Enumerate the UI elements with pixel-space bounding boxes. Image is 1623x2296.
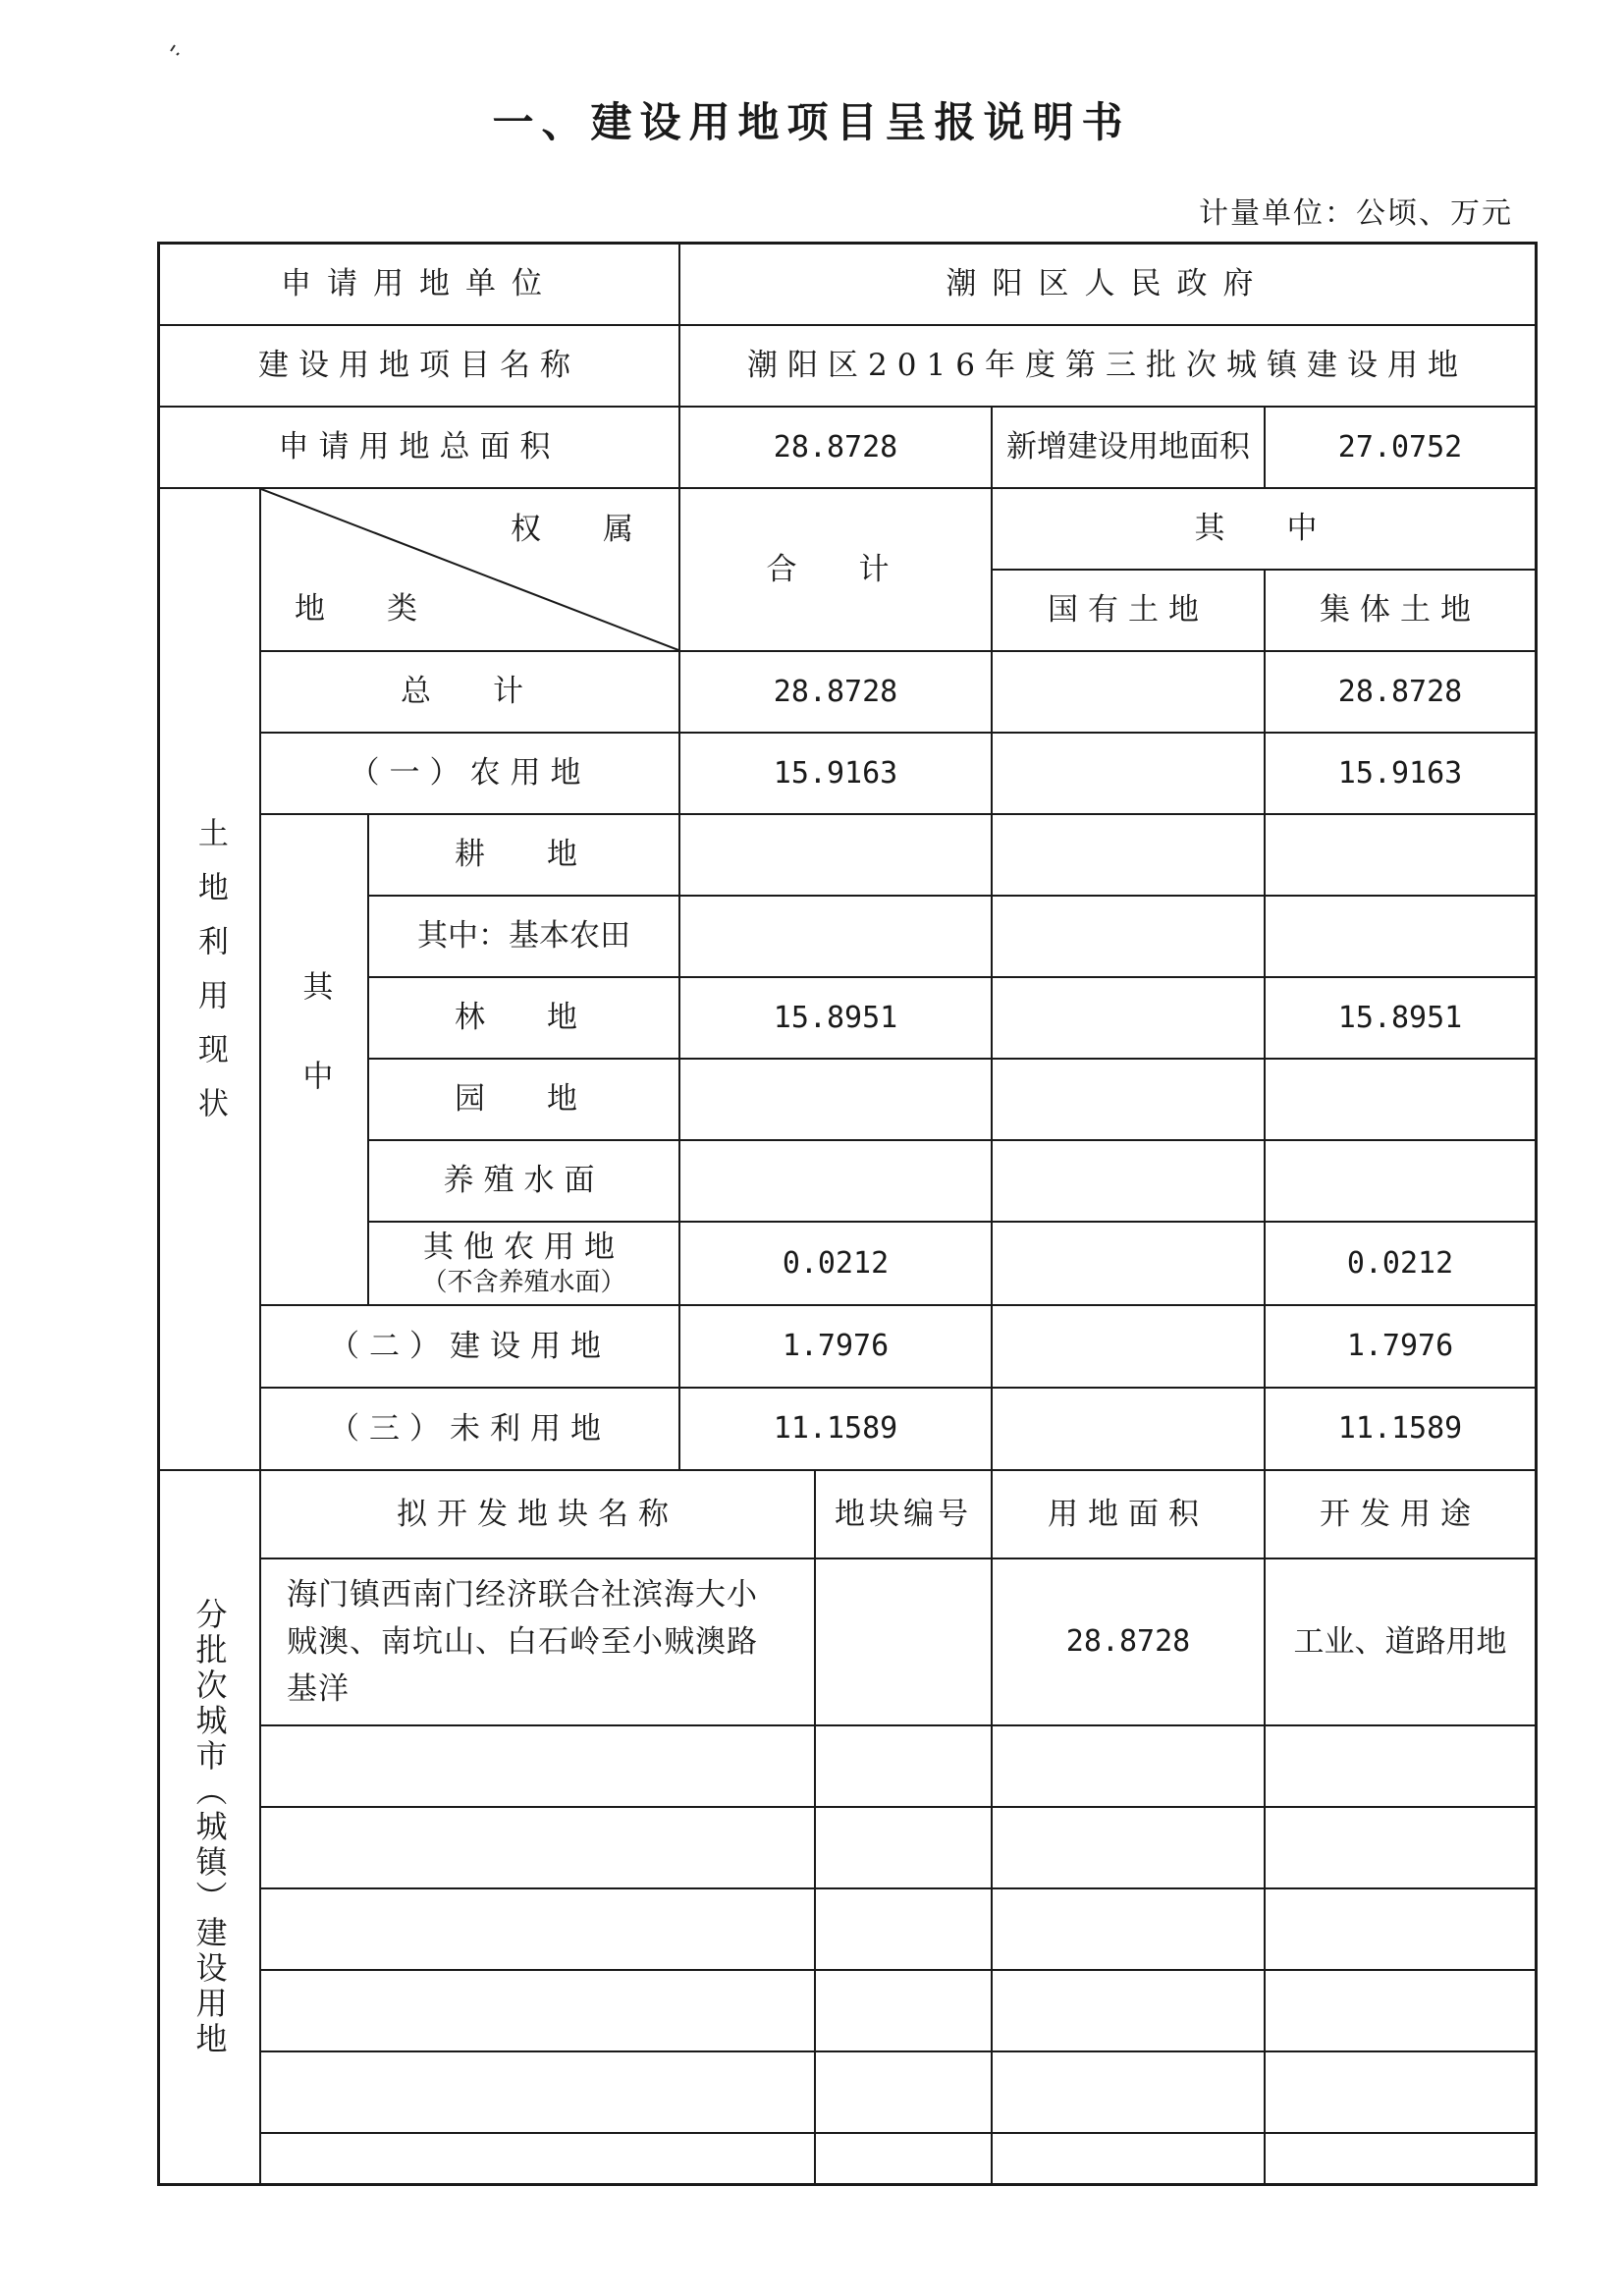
- row-label: （二）建设用地: [261, 1306, 680, 1389]
- empty-cell: [261, 1726, 816, 1808]
- row-collective: 15.9163: [1266, 734, 1535, 815]
- row-total: 11.1589: [680, 1389, 993, 1471]
- row-total: [680, 1141, 993, 1223]
- row-collective: [1266, 1060, 1535, 1141]
- empty-cell: [1266, 2134, 1535, 2183]
- row-collective: 1.7976: [1266, 1306, 1535, 1389]
- col-plot-name: 拟开发地块名称: [261, 1471, 816, 1559]
- row-label: 养殖水面: [369, 1141, 680, 1223]
- row-collective: 0.0212: [1266, 1223, 1535, 1306]
- project-label: 建设用地项目名称: [160, 326, 680, 408]
- empty-cell: [261, 1889, 816, 1971]
- total-area-value: 28.8728: [680, 408, 993, 489]
- row-state: [993, 1223, 1266, 1306]
- empty-cell: [261, 1971, 816, 2052]
- empty-cell: [816, 1726, 993, 1808]
- new-area-label: 新增建设用地面积: [993, 408, 1266, 489]
- row-total: [680, 897, 993, 978]
- row-collective: [1266, 897, 1535, 978]
- row-collective: [1266, 1141, 1535, 1223]
- row-label: 总 计: [261, 652, 680, 734]
- applicant-value: 潮阳区人民政府: [680, 245, 1535, 326]
- empty-cell: [993, 2134, 1266, 2183]
- unit-label: 计量单位：公顷、万元: [1199, 196, 1513, 231]
- row-label: 耕 地: [369, 815, 680, 897]
- total-area-label: 申请用地总面积: [160, 408, 680, 489]
- row-label: （一）农用地: [261, 734, 680, 815]
- row-state: [993, 1141, 1266, 1223]
- empty-cell: [993, 1971, 1266, 2052]
- row-state: [993, 734, 1266, 815]
- batch-section-label: 分批次城市（城镇）建设用地: [160, 1471, 261, 2183]
- col-state: 国有土地: [993, 571, 1266, 652]
- row-total: [680, 815, 993, 897]
- plot-purpose: 工业、道路用地: [1266, 1559, 1535, 1726]
- row-label: 其中：基本农田: [369, 897, 680, 978]
- page-title: 一、建设用地项目呈报说明书: [492, 98, 1131, 146]
- land-use-section-label: 土地利用现状: [160, 489, 261, 1471]
- row-sublabel: （不含养殖水面）: [421, 1267, 626, 1297]
- col-plot-purpose: 开发用途: [1266, 1471, 1535, 1559]
- row-state: [993, 815, 1266, 897]
- plot-number: [816, 1559, 993, 1726]
- row-state: [993, 1389, 1266, 1471]
- applicant-label: 申请用地单位: [160, 245, 680, 326]
- row-label-multi: [369, 1223, 680, 1306]
- col-plot-number: 地块编号: [816, 1471, 993, 1559]
- row-collective: 15.8951: [1266, 978, 1535, 1060]
- col-total: 合 计: [680, 489, 993, 652]
- empty-cell: [816, 2134, 993, 2183]
- row-state: [993, 1060, 1266, 1141]
- empty-cell: [261, 1808, 816, 1889]
- plot-area: 28.8728: [993, 1559, 1266, 1726]
- col-plot-area: 用地面积: [993, 1471, 1266, 1559]
- plot-name: 海门镇西南门经济联合社滨海大小贼澳、南坑山、白石岭至小贼澳路基洋: [261, 1559, 816, 1726]
- col-of-which: 其 中: [993, 489, 1535, 571]
- empty-cell: [993, 2052, 1266, 2134]
- col-collective: 集体土地: [1266, 571, 1535, 652]
- row-label: 林 地: [369, 978, 680, 1060]
- row-total: 15.8951: [680, 978, 993, 1060]
- row-state: [993, 1306, 1266, 1389]
- empty-cell: [816, 1808, 993, 1889]
- empty-cell: [816, 1971, 993, 2052]
- empty-cell: [1266, 2052, 1535, 2134]
- empty-cell: [261, 2052, 816, 2134]
- row-collective: 11.1589: [1266, 1389, 1535, 1471]
- row-label: 其他农用地: [423, 1229, 624, 1265]
- diagonal-header: [261, 489, 680, 652]
- empty-cell: [1266, 1808, 1535, 1889]
- empty-cell: [816, 1889, 993, 1971]
- empty-cell: [816, 2052, 993, 2134]
- empty-cell: [993, 1808, 1266, 1889]
- land-class-label: 地 类: [295, 591, 433, 628]
- of-which-label: 其中: [261, 815, 369, 1306]
- report-table: [157, 242, 1538, 2186]
- empty-cell: [1266, 1971, 1535, 2052]
- empty-cell: [1266, 1889, 1535, 1971]
- row-state: [993, 652, 1266, 734]
- row-total: 15.9163: [680, 734, 993, 815]
- row-state: [993, 978, 1266, 1060]
- row-total: [680, 1060, 993, 1141]
- row-label: 园 地: [369, 1060, 680, 1141]
- empty-cell: [1266, 1726, 1535, 1808]
- empty-cell: [261, 2134, 816, 2183]
- row-state: [993, 897, 1266, 978]
- row-total: 28.8728: [680, 652, 993, 734]
- empty-cell: [993, 1726, 1266, 1808]
- row-collective: 28.8728: [1266, 652, 1535, 734]
- ownership-label: 权 属: [511, 512, 649, 547]
- row-total: 0.0212: [680, 1223, 993, 1306]
- empty-cell: [993, 1889, 1266, 1971]
- row-label: （三）未利用地: [261, 1389, 680, 1471]
- project-value: 潮阳区2016年度第三批次城镇建设用地: [680, 326, 1535, 408]
- row-total: 1.7976: [680, 1306, 993, 1389]
- row-collective: [1266, 815, 1535, 897]
- new-area-value: 27.0752: [1266, 408, 1535, 489]
